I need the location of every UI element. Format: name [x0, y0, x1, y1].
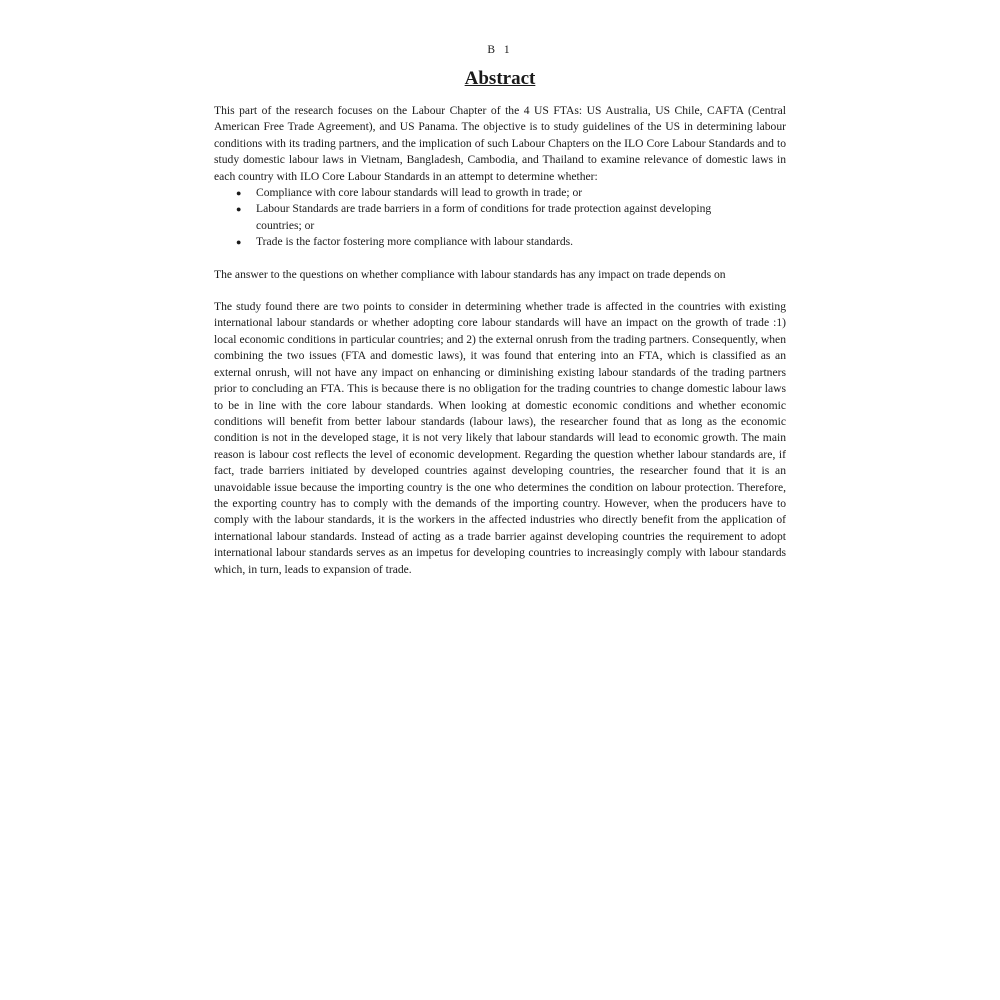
list-item-text: Compliance with core labour standards will lead to growth in trade; or	[256, 186, 583, 200]
list-item-text: Labour Standards are trade barriers in a form of conditions for trade protection against developing countries; or	[256, 202, 712, 232]
list-item	[236, 185, 786, 201]
paragraph-spacer	[214, 251, 786, 267]
findings-paragraph: The study found there are two points to consider in determining whether trade is affected in the countries with existing international labour standards or whether adopting core labour standards will have an impact on the growth of trade :1) local economic conditions in particular countries; and 2) the external onrush from the trading partners. Consequently, when combining the two issues (FTA and domestic laws), it was found that entering into an FTA, which is classified as an external onrush, will not have any impact on enhancing or diminishing existing labour standards of the trading partners prior to concluding an FTA. This is because there is no obligation for the trading countries to change domestic labour laws to be in line with the core labour standards. When looking at domestic economic conditions and whether economic conditions will benefit from better labour standards (labour laws), the researcher found that as long as the economic condition is not in the developed stage, it is not very likely that labour standards will lead to economic growth. The main reason is labour cost reflects the level of economic development. Regarding the question whether labour standards are, if fact, trade barriers initiated by developed countries against developing countries, the researcher found that it is an unavoidable issue because the importing country is the one who determines the condition on labour protection. Therefore, the exporting country has to comply with the demands of the importing country. However, when the producers have to comply with the labour standards, it is the workers in the affected industries who directly benefit from the application of international labour standards. Instead of acting as a trade barrier against developing countries the requirement to adopt international labour standards serves as an impetus for developing countries to increasingly comply with labour standards which, in turn, leads to expansion of trade.	[214, 300, 786, 576]
page-number: B 1	[487, 44, 513, 56]
bullet-icon: ●	[236, 237, 242, 248]
bullet-icon: ●	[236, 204, 242, 215]
bullet-list	[214, 185, 786, 251]
abstract-body	[214, 103, 786, 578]
list-item-text: Trade is the factor fostering more compliance with labour standards.	[256, 235, 574, 249]
paragraph-spacer	[214, 283, 786, 299]
answer-paragraph: The answer to the questions on whether compliance with labour standards has any impact on trade depends on	[214, 267, 726, 281]
list-item	[236, 201, 786, 234]
page-title: Abstract	[464, 68, 536, 89]
list-item	[236, 234, 786, 250]
intro-paragraph: This part of the research focuses on the Labour Chapter of the 4 US FTAs: US Australia, US Chile, CAFTA (Central American Free Trade Agreement), and US Panama. The objective is to study guidelines of the US in determining labour conditions with its trading partners, and the implication of such Labour Chapters on the ILO Core Labour Standards and to study domestic labour laws in Vietnam, Bangladesh, Cambodia, and Thailand to examine relevance of domestic laws in each country with ILO Core Labour Standards in an attempt to determine whether:	[214, 104, 786, 183]
bullet-icon: ●	[236, 188, 242, 199]
